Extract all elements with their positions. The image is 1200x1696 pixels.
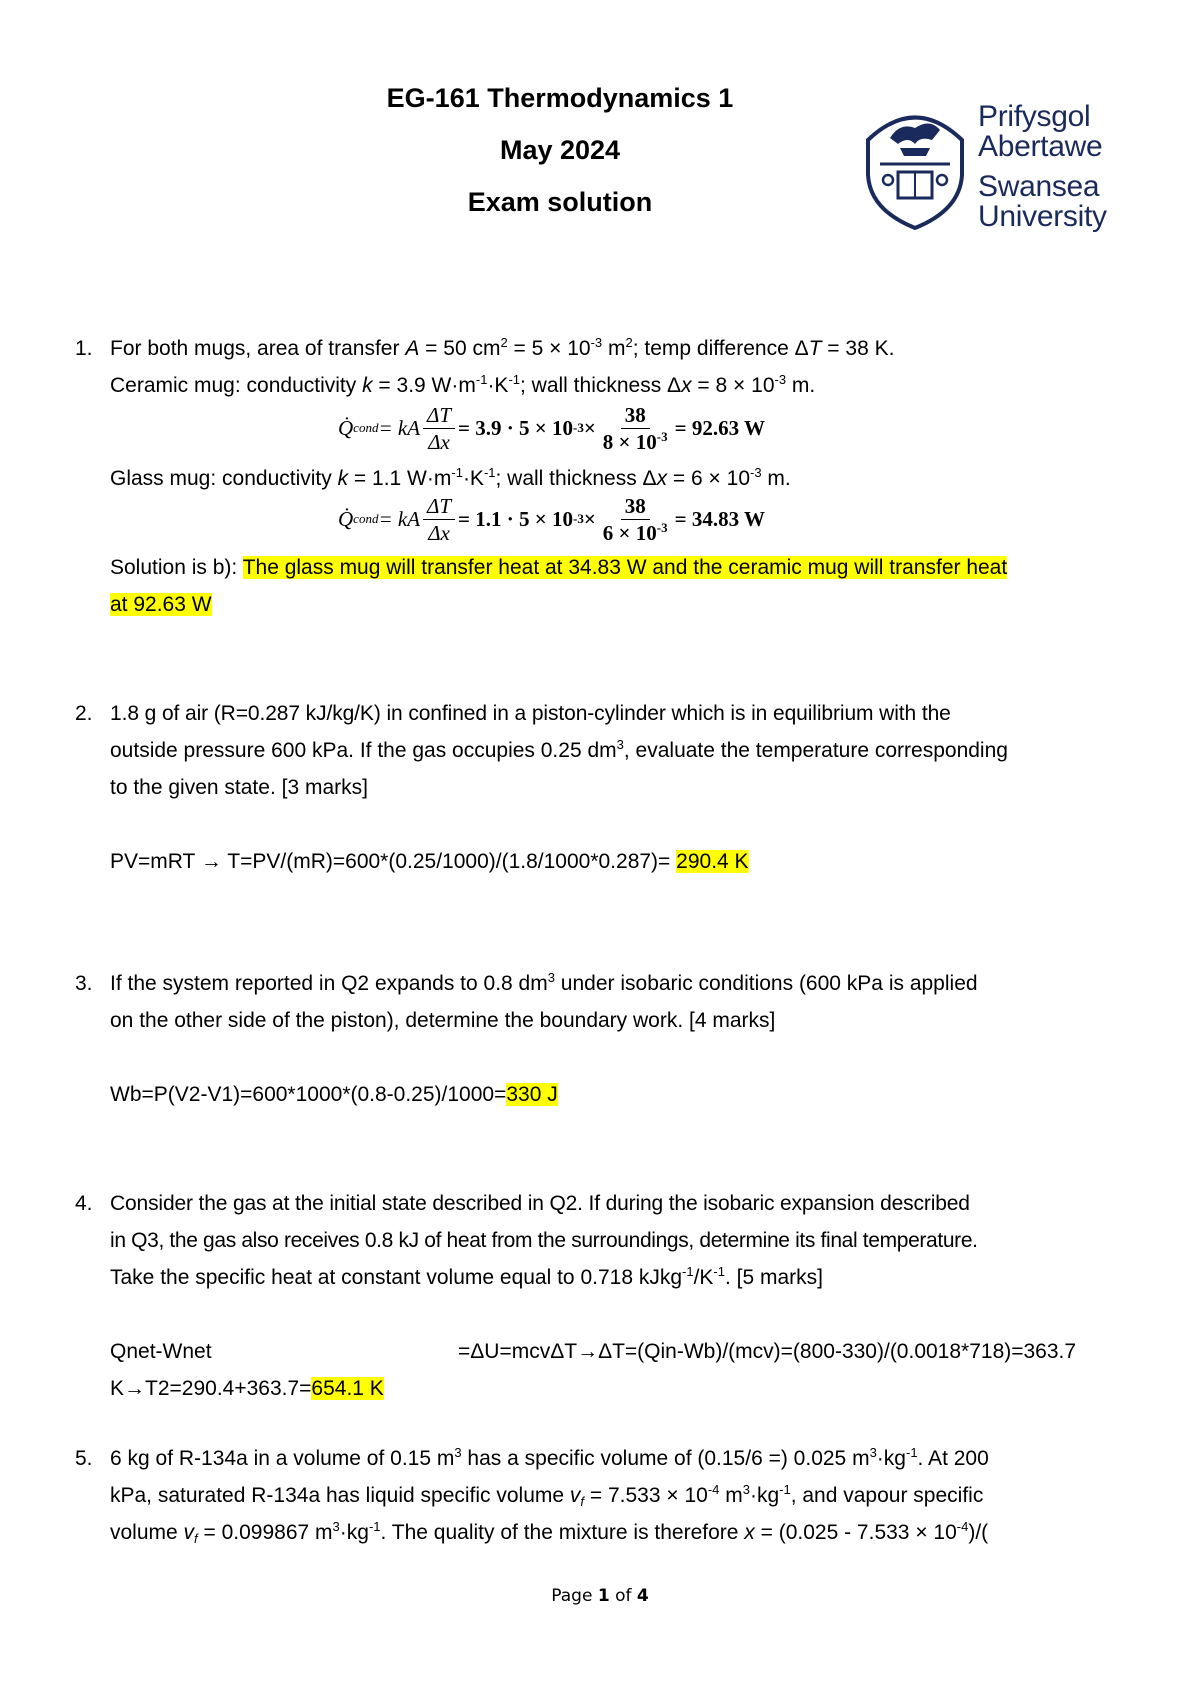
current-page: 1 <box>597 1586 610 1606</box>
total-pages: 4 <box>636 1586 649 1606</box>
logo-text-swansea: Swansea <box>978 170 1100 203</box>
q5-line-2: kPa, saturated R-134a has liquid specific volume $v_f = 7.533 \times 10^{-4}$ $m^3\cdot kg^{-1}$, and vapour specific <box>110 1482 984 1509</box>
q1-line-1: For both mugs, area of transfer A = 50 $cm^2 = 5 \times 10^{-3}$ $m^2$; temp difference ΔT = 38 K. <box>110 335 895 360</box>
question-body <box>110 330 1200 404</box>
question-number: 3. <box>75 972 93 995</box>
logo-text-prifysgol: Prifysgol <box>978 100 1091 133</box>
q4-solution-line-2: K→T2=290.4+363.7=654.1 K <box>110 1377 384 1400</box>
q4-line-3: Take the specific heat at constant volume equal to 0.718 $kJkg^{-1}/K^{-1}$. [5 marks] <box>110 1264 824 1289</box>
crest-icon <box>860 100 970 230</box>
equation-ceramic: Q̇ cond = kA $\frac{\Delta T}{\Delta x}$ = 3.9 · 5 × 10 -3 × $\frac{38}{8 \times 10^{-3}}$ = 92.63 W <box>338 402 765 454</box>
highlighted-answer: at 92.63 W <box>110 593 212 616</box>
q4-solution-line-1: Qnet-Wnet =ΔU=mcvΔT→ΔT=(Qin-Wb)/(mcv)=(800-330)/(0.0018*718)=363.7 <box>110 1340 1077 1363</box>
highlighted-answer: 654.1 K <box>311 1377 384 1400</box>
equation-glass: Q̇ cond = kA $\frac{\Delta T}{\Delta x}$ = 1.1 · 5 × 10 -3 × $\frac{38}{6 \times 10^{-3}}$ = 34.83 W <box>338 493 765 545</box>
document-subtitle: Exam solution <box>467 187 653 217</box>
q1-solution-line-1: Solution is b): The glass mug will transfer heat at 34.83 W and the ceramic mug will transfer heat <box>110 556 1008 579</box>
q1-line-3: Glass mug: conductivity k = 1.1 $W\cdot m^{-1}\cdot K^{-1}$; wall thickness $\Delta x = 6 \times 10^{-3}$ m. <box>110 465 791 490</box>
logo-text-abertawe: Abertawe <box>978 130 1103 163</box>
document-title: EG-161 Thermodynamics 1 <box>386 83 734 113</box>
q4-line-1: Consider the gas at the initial state described in Q2. If during the isobaric expansion described <box>110 1192 970 1215</box>
question-number: 4. <box>75 1192 93 1215</box>
q3-line-2: on the other side of the piston), determine the boundary work. [4 marks] <box>110 1009 776 1032</box>
q2-line-1: 1.8 g of air (R=0.287 kJ/kg/K) in confined in a piston-cylinder which is in equilibrium with the <box>110 702 951 725</box>
q2-solution: PV=mRT → T=PV/(mR)=600*(0.25/1000)/(1.8/1000*0.287)= 290.4 K <box>110 850 749 873</box>
question-number: 5. <box>75 1447 93 1470</box>
q4-line-2: in Q3, the gas also receives 0.8 kJ of heat from the surroundings, determine its final temperature. <box>110 1229 978 1252</box>
exam-date: May 2024 <box>499 135 621 165</box>
q3-line-1: If the system reported in Q2 expands to 0.8 $dm^3$ under isobaric conditions (600 kPa is applied <box>110 970 978 995</box>
university-logo <box>860 100 1130 270</box>
title-block <box>300 72 820 228</box>
logo-text-university: University <box>978 200 1107 233</box>
highlighted-answer: 290.4 K <box>676 850 749 873</box>
q2-line-3: to the given state. [3 marks] <box>110 776 368 799</box>
highlighted-answer: The glass mug will transfer heat at 34.83 W and the ceramic mug will transfer heat <box>242 556 1008 579</box>
q2-line-2: outside pressure 600 kPa. If the gas occupies 0.25 $dm^3$, evaluate the temperature corresponding <box>110 737 1008 762</box>
q1-line-2: Ceramic mug: conductivity k = 3.9 $W\cdot m^{-1}\cdot K^{-1}$; wall thickness $\Delta x = 8 \times 10^{-3}$ m. <box>110 372 816 397</box>
question-number: 1. <box>75 337 93 360</box>
highlighted-answer: 330 J <box>506 1083 558 1106</box>
page-footer: Page 1 of 4 <box>551 1586 649 1606</box>
q1-solution-line-2 <box>110 586 1200 623</box>
q5-line-3: volume $v_f = 0.099867$ $m^3\cdot kg^{-1}$. The quality of the mixture is therefore $x = (0.025 - 7.533 \times 10^{-4})/$( <box>110 1519 989 1546</box>
question-number: 2. <box>75 702 93 725</box>
q3-solution: Wb=P(V2-V1)=600*1000*(0.8-0.25)/1000=330 J <box>110 1083 558 1106</box>
q5-line-1: 6 kg of R-134a in a volume of 0.15 $m^3$ has a specific volume of (0.15/6 =) 0.025 $m^3\cdot kg^{-1}$. At 200 <box>110 1445 989 1470</box>
